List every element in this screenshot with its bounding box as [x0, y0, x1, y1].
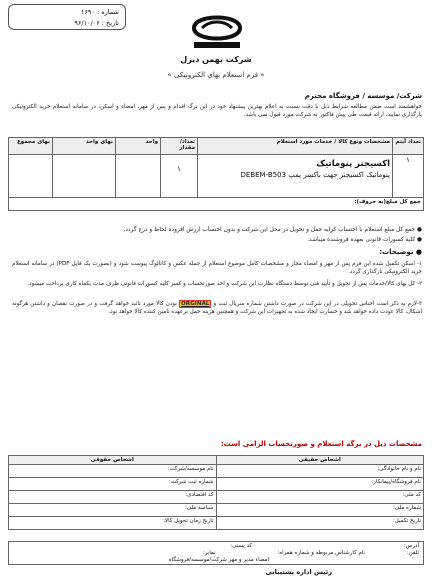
number-line: [15, 7, 119, 18]
recipient-heading: شرکت/ موسسه / فروشگاه محترم: [304, 92, 422, 100]
row-total: [9, 155, 53, 198]
note-3: [12, 300, 422, 316]
table-row: [9, 478, 424, 491]
legal-field-delivery: تاریخ زمان تحویل کالا:: [9, 517, 217, 530]
col-spec: مشخصات ونوع کالا / خدمات مورد استعلام: [198, 138, 393, 155]
items-header-row: [9, 138, 424, 155]
table-row: [9, 504, 424, 517]
signature-heading: مشخصات ذیل در برگه استعلام و صورتحساب الزامی است:: [220, 440, 422, 448]
total-row: [9, 198, 424, 211]
col-index: تعداد آیتم: [393, 138, 424, 155]
postal-label: کد پستی:: [230, 543, 253, 549]
note-3-end: بودن کالا مورد تائید خواهد گرفت و در صورت نقصان و داشتن هرگونه اشکال، کالا عودت داده خواهد شد و خسارت ایجاد شده به تجهیزات این شرکت و همچنین هزینه حمل برعهده تامین کننده کالا خواهد بود.: [12, 301, 422, 315]
date-line: [15, 18, 119, 29]
phone-label: تلفن:: [406, 550, 419, 556]
bahman-diesel-logo: [182, 4, 252, 52]
col-legal-persons: اشخاص حقوقی: [9, 456, 217, 465]
real-field-shop: نام فروشگاه/پیمانکار:: [216, 478, 424, 491]
real-field-date: تاریخ تکمیل:: [216, 517, 424, 530]
date-label: تاریخ :: [101, 19, 119, 27]
table-row: [9, 491, 424, 504]
legal-field-id: شناسه ملی:: [9, 504, 217, 517]
phone-line: [13, 550, 419, 557]
number-date-box: [8, 4, 126, 30]
legal-field-eco: کد اقتصادی:: [9, 491, 217, 504]
date-value: ۹۶/۱۰/۰۶: [74, 19, 100, 27]
bullet-2: ● کلیه کسورات قانونی بعهده فروشنده میباشد.: [307, 237, 422, 243]
table-row: [9, 517, 424, 530]
bullet-1: ● جمع کل مبلغ استعلام با احتساب کرایه حمل و تحویل در محل این شرکت و بدون احتساب ارزش افزوده لحاظ و درج گردد.: [123, 227, 422, 233]
note-2: ۲- کل بهای کالا/خدمات پس از تحویل و تأیید فنی توسط دستگاه نظارت این شرکت و اخذ صورتحساب و کسر کلیه کسورات قانونی ظرف مدت یکماه کاری پرداخت میشود.: [27, 281, 422, 287]
notes-heading: ● توضیحات:: [379, 248, 422, 256]
fax-label: نمابر:: [202, 550, 216, 556]
col-qty: تعداد/ مقدار: [161, 138, 198, 155]
items-table: [8, 137, 424, 211]
contact-label: نام کارشناس مربوطه و شماره همراه:: [277, 550, 366, 556]
table-row: [9, 465, 424, 478]
sig-header-row: [9, 456, 424, 465]
sign-line: [13, 557, 419, 564]
real-field-national: شماره ملی:: [216, 504, 424, 517]
footer-signatory: رئیس اداره پشتیبانی: [265, 568, 332, 576]
col-real-persons: اشخاص حقیقی: [216, 456, 424, 465]
row-spec: [198, 155, 393, 198]
col-unit: واحد: [116, 138, 161, 155]
intro-paragraph: خواهشمند است ضمن مطالعه شرایط ذیل با دقت نسبت به اعلام بهترین پیشنهاد خود در این برگ اقدام و پس از مهر، امضاء و اسکن، در سامانه استعلام خرید الکترونیکی بارگذاری نمایید، ارائه قیمت طی پیش فاکتور به شرکت مورد قبول نمی باشد.: [12, 104, 422, 118]
legal-field-reg: شماره ثبت شرکت:: [9, 478, 217, 491]
item-desc: پنوماتیک اکسیجنر جهت باکسر پمپ DEBEM-B503: [240, 171, 390, 179]
row-unit-price: [53, 155, 116, 198]
contact-box: [8, 541, 424, 565]
row-qty: ۱: [161, 155, 198, 198]
row-index: ۱: [393, 155, 424, 198]
note-3-start: ۳-لازم به ذکر است اجناس تحویلی در این شرکت در صورت داشتن شماره سریال ثبت و: [213, 301, 422, 307]
col-unit-price: بهای واحد: [53, 138, 116, 155]
total-label: جمع کل مبلغ(به حروف):: [9, 198, 424, 211]
real-field-code: کد ملی:: [216, 491, 424, 504]
address-label: آدرس:: [403, 543, 419, 549]
table-row: [9, 155, 424, 198]
real-field-name: نام و نام خانوادگی:: [216, 465, 424, 478]
logo-icon: [188, 4, 246, 52]
legal-field-company: نام موسسه/شرکت:: [9, 465, 217, 478]
item-title: اکسیجنر پنوماتیک: [316, 159, 390, 169]
form-title: « فرم استعلام بهای الکترونیکی »: [167, 71, 265, 79]
sign-label: امضاء مدیر و مهر شرکت/موسسه/فروشگاه: [168, 557, 269, 563]
note-1: ۱- اسکن تکمیل شده این فرم پس از مهر و امضاء مجاز و مشخصات کامل موضوع استعلام از جمله عکس و کاتالوگ پیوست شود و (بصورت یک فایل PDF) در سامانه استعلام خرید الکترونیکی بارگذاری گردد.: [12, 261, 422, 275]
number-value: ۱۶۹۰: [80, 8, 95, 16]
address-line: [13, 543, 419, 550]
company-name: شرکت بهمن دیزل: [180, 55, 252, 64]
number-label: شماره :: [97, 8, 119, 16]
row-unit: [116, 155, 161, 198]
signature-table: [8, 455, 424, 530]
original-highlight: ORGINAL: [181, 301, 210, 307]
col-total: بهای مجموع: [9, 138, 53, 155]
